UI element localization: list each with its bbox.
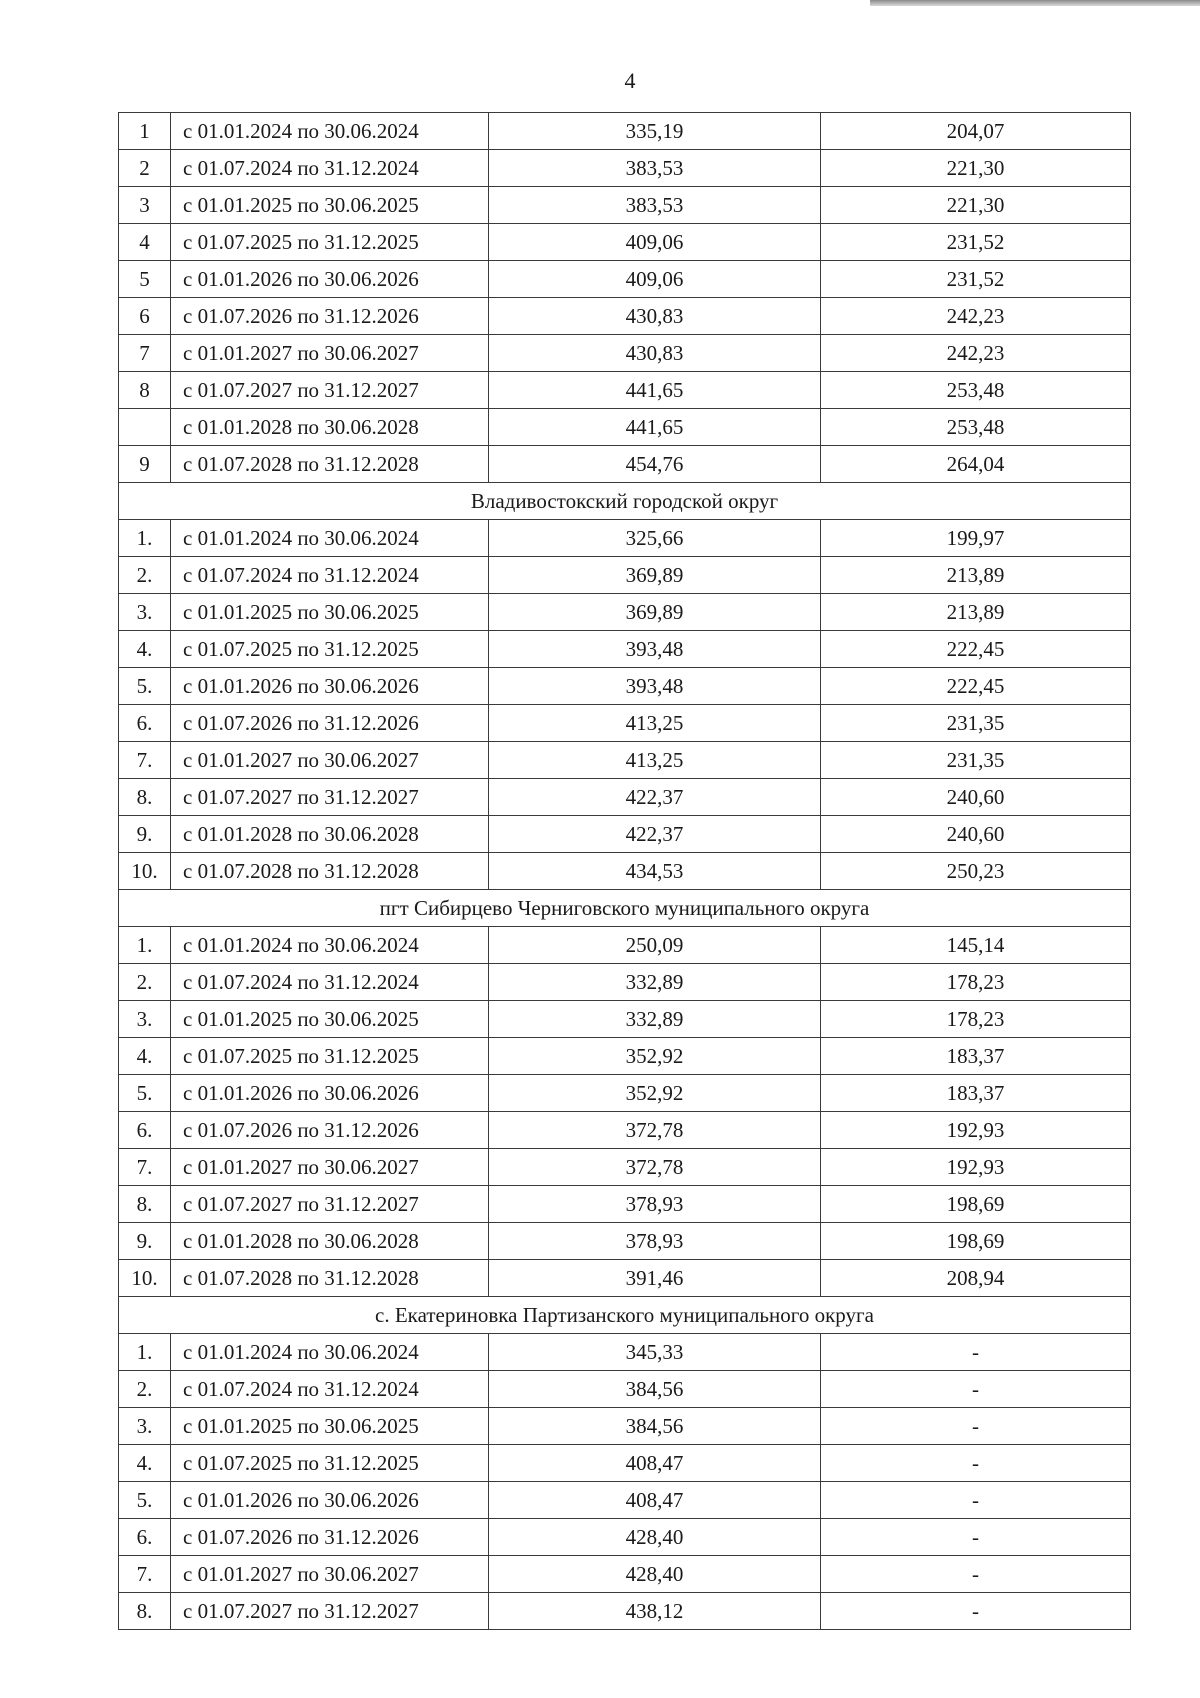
row-number: 7.	[119, 742, 171, 779]
value-1-cell: 393,48	[489, 668, 821, 705]
period-cell: с 01.01.2026 по 30.06.2026	[171, 1075, 489, 1112]
tariff-table	[118, 112, 1131, 1630]
row-number: 3	[119, 187, 171, 224]
value-1-cell: 430,83	[489, 298, 821, 335]
period-cell: с 01.01.2028 по 30.06.2028	[171, 409, 489, 446]
period-cell: с 01.01.2024 по 30.06.2024	[171, 1334, 489, 1371]
table-row	[119, 113, 1131, 150]
table-row	[119, 1408, 1131, 1445]
value-1-cell: 372,78	[489, 1112, 821, 1149]
value-1-cell: 441,65	[489, 372, 821, 409]
value-1-cell: 378,93	[489, 1186, 821, 1223]
value-2-cell: 250,23	[821, 853, 1131, 890]
section-title: пгт Сибирцево Черниговского муниципального округа	[119, 890, 1131, 927]
period-cell: с 01.01.2024 по 30.06.2024	[171, 113, 489, 150]
value-1-cell: 345,33	[489, 1334, 821, 1371]
period-cell: с 01.07.2027 по 31.12.2027	[171, 1186, 489, 1223]
section-title: Владивостокский городской округ	[119, 483, 1131, 520]
table-row	[119, 1556, 1131, 1593]
table-row	[119, 816, 1131, 853]
table-row	[119, 1482, 1131, 1519]
row-number: 6.	[119, 1519, 171, 1556]
value-2-cell: 192,93	[821, 1112, 1131, 1149]
value-1-cell: 422,37	[489, 779, 821, 816]
row-number: 8.	[119, 1186, 171, 1223]
row-number: 1.	[119, 520, 171, 557]
value-1-cell: 454,76	[489, 446, 821, 483]
table-row	[119, 1075, 1131, 1112]
period-cell: с 01.07.2025 по 31.12.2025	[171, 224, 489, 261]
value-1-cell: 372,78	[489, 1149, 821, 1186]
table-row	[119, 1445, 1131, 1482]
period-cell: с 01.07.2026 по 31.12.2026	[171, 1112, 489, 1149]
value-2-cell: 231,35	[821, 742, 1131, 779]
table-row	[119, 1001, 1131, 1038]
value-2-cell: 183,37	[821, 1075, 1131, 1112]
row-number: 9.	[119, 816, 171, 853]
row-number: 7.	[119, 1556, 171, 1593]
table-row	[119, 335, 1131, 372]
row-number: 3.	[119, 1408, 171, 1445]
table-row	[119, 1519, 1131, 1556]
period-cell: с 01.07.2026 по 31.12.2026	[171, 1519, 489, 1556]
value-2-cell: 213,89	[821, 557, 1131, 594]
period-cell: с 01.01.2025 по 30.06.2025	[171, 1408, 489, 1445]
value-1-cell: 409,06	[489, 224, 821, 261]
value-1-cell: 428,40	[489, 1556, 821, 1593]
value-2-cell: 198,69	[821, 1223, 1131, 1260]
table-row	[119, 594, 1131, 631]
row-number: 2.	[119, 964, 171, 1001]
value-2-cell: 208,94	[821, 1260, 1131, 1297]
period-cell: с 01.07.2024 по 31.12.2024	[171, 964, 489, 1001]
row-number: 5.	[119, 1482, 171, 1519]
tariff-table-body	[119, 113, 1131, 1630]
value-1-cell: 352,92	[489, 1075, 821, 1112]
table-row	[119, 705, 1131, 742]
period-cell: с 01.07.2026 по 31.12.2026	[171, 298, 489, 335]
period-cell: с 01.01.2025 по 30.06.2025	[171, 594, 489, 631]
value-2-cell: 221,30	[821, 187, 1131, 224]
row-number: 1	[119, 113, 171, 150]
table-row	[119, 261, 1131, 298]
table-row	[119, 779, 1131, 816]
value-2-cell: 178,23	[821, 1001, 1131, 1038]
value-2-cell: 192,93	[821, 1149, 1131, 1186]
value-1-cell: 408,47	[489, 1482, 821, 1519]
period-cell: с 01.07.2028 по 31.12.2028	[171, 446, 489, 483]
table-row	[119, 964, 1131, 1001]
period-cell: с 01.01.2027 по 30.06.2027	[171, 335, 489, 372]
row-number: 6.	[119, 705, 171, 742]
table-row	[119, 1334, 1131, 1371]
row-number: 4	[119, 224, 171, 261]
period-cell: с 01.07.2025 по 31.12.2025	[171, 631, 489, 668]
table-row	[119, 1112, 1131, 1149]
table-row	[119, 1371, 1131, 1408]
value-2-cell: -	[821, 1593, 1131, 1630]
value-2-cell: 222,45	[821, 668, 1131, 705]
period-cell: с 01.01.2028 по 30.06.2028	[171, 1223, 489, 1260]
row-number: 2.	[119, 1371, 171, 1408]
period-cell: с 01.07.2026 по 31.12.2026	[171, 705, 489, 742]
period-cell: с 01.07.2024 по 31.12.2024	[171, 150, 489, 187]
table-row	[119, 1260, 1131, 1297]
row-number: 6.	[119, 1112, 171, 1149]
row-number: 10.	[119, 1260, 171, 1297]
table-row	[119, 1038, 1131, 1075]
period-cell: с 01.07.2024 по 31.12.2024	[171, 1371, 489, 1408]
section-header-row	[119, 483, 1131, 520]
value-2-cell: 178,23	[821, 964, 1131, 1001]
period-cell: с 01.01.2024 по 30.06.2024	[171, 520, 489, 557]
value-2-cell: 221,30	[821, 150, 1131, 187]
row-number: 8.	[119, 779, 171, 816]
value-1-cell: 434,53	[489, 853, 821, 890]
value-1-cell: 352,92	[489, 1038, 821, 1075]
value-1-cell: 413,25	[489, 742, 821, 779]
value-2-cell: 198,69	[821, 1186, 1131, 1223]
value-2-cell: -	[821, 1445, 1131, 1482]
table-row	[119, 1186, 1131, 1223]
value-2-cell: 240,60	[821, 816, 1131, 853]
table-row	[119, 372, 1131, 409]
value-1-cell: 391,46	[489, 1260, 821, 1297]
period-cell: с 01.07.2027 по 31.12.2027	[171, 779, 489, 816]
table-row	[119, 853, 1131, 890]
value-1-cell: 441,65	[489, 409, 821, 446]
value-2-cell: 213,89	[821, 594, 1131, 631]
period-cell: с 01.07.2024 по 31.12.2024	[171, 557, 489, 594]
value-2-cell: 242,23	[821, 298, 1131, 335]
row-number: 8	[119, 372, 171, 409]
value-1-cell: 409,06	[489, 261, 821, 298]
value-1-cell: 422,37	[489, 816, 821, 853]
period-cell: с 01.07.2028 по 31.12.2028	[171, 1260, 489, 1297]
value-1-cell: 384,56	[489, 1371, 821, 1408]
row-number: 7.	[119, 1149, 171, 1186]
table-row	[119, 150, 1131, 187]
table-row	[119, 668, 1131, 705]
value-1-cell: 438,12	[489, 1593, 821, 1630]
row-number: 5.	[119, 1075, 171, 1112]
period-cell: с 01.01.2027 по 30.06.2027	[171, 1149, 489, 1186]
table-row	[119, 1223, 1131, 1260]
value-1-cell: 393,48	[489, 631, 821, 668]
row-number: 4.	[119, 631, 171, 668]
period-cell: с 01.07.2028 по 31.12.2028	[171, 853, 489, 890]
value-2-cell: -	[821, 1408, 1131, 1445]
value-2-cell: 264,04	[821, 446, 1131, 483]
period-cell: с 01.07.2027 по 31.12.2027	[171, 1593, 489, 1630]
scan-edge-mark	[870, 0, 1200, 6]
row-number: 8.	[119, 1593, 171, 1630]
value-2-cell: 231,52	[821, 261, 1131, 298]
row-number: 2	[119, 150, 171, 187]
row-number: 7	[119, 335, 171, 372]
value-1-cell: 383,53	[489, 150, 821, 187]
table-row	[119, 520, 1131, 557]
value-1-cell: 408,47	[489, 1445, 821, 1482]
row-number	[119, 409, 171, 446]
row-number: 4.	[119, 1445, 171, 1482]
row-number: 5.	[119, 668, 171, 705]
table-row	[119, 1149, 1131, 1186]
section-header-row	[119, 1297, 1131, 1334]
row-number: 6	[119, 298, 171, 335]
table-row	[119, 187, 1131, 224]
page-number: 4	[624, 68, 636, 93]
value-1-cell: 378,93	[489, 1223, 821, 1260]
value-2-cell: 199,97	[821, 520, 1131, 557]
value-1-cell: 369,89	[489, 594, 821, 631]
value-2-cell: 183,37	[821, 1038, 1131, 1075]
row-number: 5	[119, 261, 171, 298]
period-cell: с 01.01.2027 по 30.06.2027	[171, 742, 489, 779]
row-number: 9.	[119, 1223, 171, 1260]
row-number: 10.	[119, 853, 171, 890]
period-cell: с 01.07.2025 по 31.12.2025	[171, 1445, 489, 1482]
value-1-cell: 430,83	[489, 335, 821, 372]
table-row	[119, 927, 1131, 964]
value-1-cell: 250,09	[489, 927, 821, 964]
value-2-cell: -	[821, 1482, 1131, 1519]
value-2-cell: 253,48	[821, 372, 1131, 409]
table-row	[119, 631, 1131, 668]
row-number: 9	[119, 446, 171, 483]
section-title: с. Екатериновка Партизанского муниципального округа	[119, 1297, 1131, 1334]
value-2-cell: -	[821, 1519, 1131, 1556]
value-1-cell: 332,89	[489, 1001, 821, 1038]
value-2-cell: 231,35	[821, 705, 1131, 742]
period-cell: с 01.07.2027 по 31.12.2027	[171, 372, 489, 409]
section-header-row	[119, 890, 1131, 927]
value-2-cell: 253,48	[821, 409, 1131, 446]
value-2-cell: 204,07	[821, 113, 1131, 150]
period-cell: с 01.01.2025 по 30.06.2025	[171, 1001, 489, 1038]
value-2-cell: 222,45	[821, 631, 1131, 668]
period-cell: с 01.01.2024 по 30.06.2024	[171, 927, 489, 964]
row-number: 1.	[119, 1334, 171, 1371]
table-row	[119, 298, 1131, 335]
period-cell: с 01.01.2026 по 30.06.2026	[171, 668, 489, 705]
table-row	[119, 446, 1131, 483]
value-1-cell: 413,25	[489, 705, 821, 742]
value-2-cell: -	[821, 1371, 1131, 1408]
value-1-cell: 335,19	[489, 113, 821, 150]
table-row	[119, 557, 1131, 594]
table-row	[119, 224, 1131, 261]
value-2-cell: 242,23	[821, 335, 1131, 372]
row-number: 4.	[119, 1038, 171, 1075]
value-1-cell: 369,89	[489, 557, 821, 594]
table-row	[119, 742, 1131, 779]
value-2-cell: 240,60	[821, 779, 1131, 816]
row-number: 3.	[119, 594, 171, 631]
value-1-cell: 383,53	[489, 187, 821, 224]
period-cell: с 01.01.2028 по 30.06.2028	[171, 816, 489, 853]
value-1-cell: 384,56	[489, 1408, 821, 1445]
row-number: 2.	[119, 557, 171, 594]
table-row	[119, 1593, 1131, 1630]
value-1-cell: 332,89	[489, 964, 821, 1001]
value-2-cell: 231,52	[821, 224, 1131, 261]
table-row	[119, 409, 1131, 446]
period-cell: с 01.01.2026 по 30.06.2026	[171, 1482, 489, 1519]
period-cell: с 01.01.2027 по 30.06.2027	[171, 1556, 489, 1593]
period-cell: с 01.01.2025 по 30.06.2025	[171, 187, 489, 224]
period-cell: с 01.01.2026 по 30.06.2026	[171, 261, 489, 298]
row-number: 3.	[119, 1001, 171, 1038]
row-number: 1.	[119, 927, 171, 964]
value-2-cell: -	[821, 1556, 1131, 1593]
value-1-cell: 325,66	[489, 520, 821, 557]
period-cell: с 01.07.2025 по 31.12.2025	[171, 1038, 489, 1075]
value-1-cell: 428,40	[489, 1519, 821, 1556]
value-2-cell: 145,14	[821, 927, 1131, 964]
value-2-cell: -	[821, 1334, 1131, 1371]
